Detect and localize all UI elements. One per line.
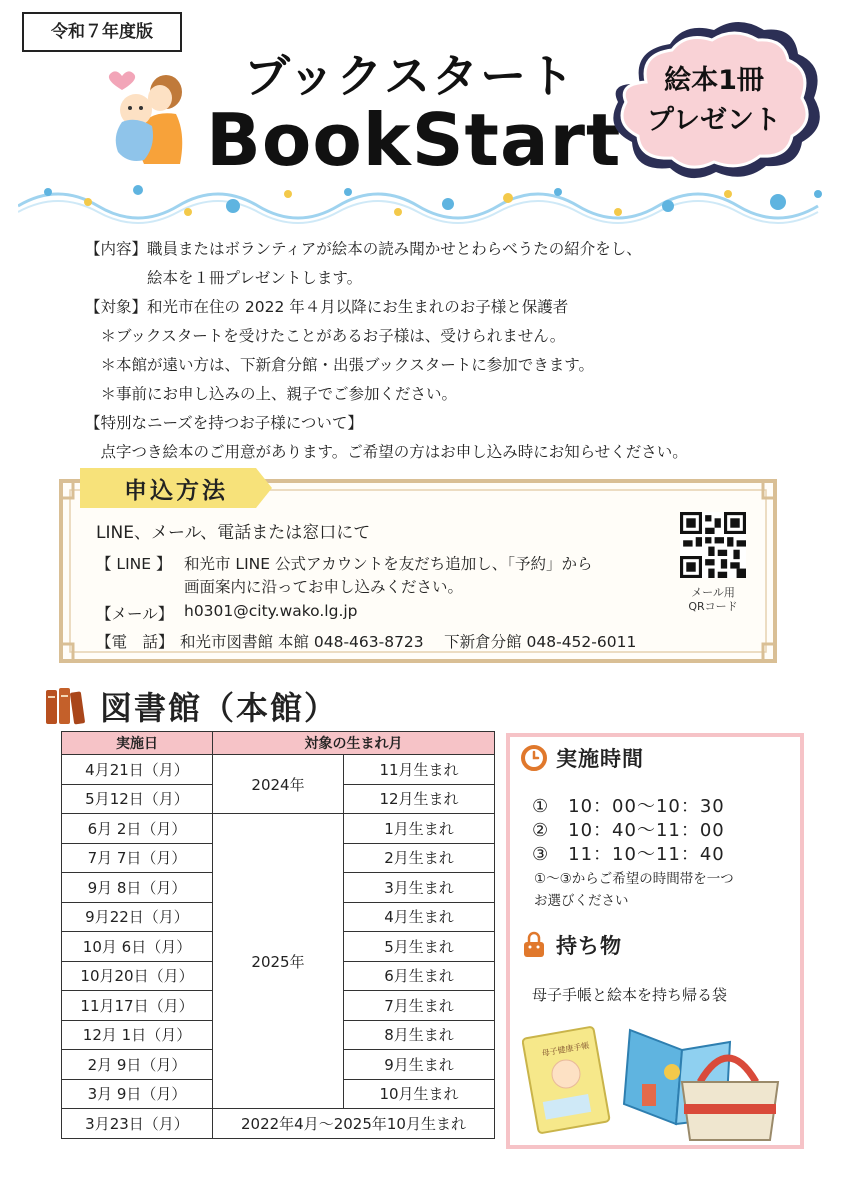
intro-line: ＊本館が遠い方は、下新倉分館・出張ブックスタートに参加できます。	[85, 356, 595, 374]
items-heading-text: 持ち物	[556, 934, 622, 958]
table-row	[62, 755, 495, 785]
apply-methods: LINE、メール、電話または窓口にて	[96, 523, 371, 543]
month-cell: 3月生まれ	[344, 873, 495, 903]
mother-baby-illustration	[100, 58, 192, 170]
target-all-cell: 2022年4月～2025年10月生まれ	[213, 1109, 495, 1139]
intro-line: 点字つき絵本のご用意があります。ご希望の方はお申し込み時にお知らせください。	[85, 443, 688, 461]
month-cell: 12月生まれ	[344, 784, 495, 814]
qr-caption-line2: QRコード	[688, 600, 738, 613]
intro-line: ＊ブックスタートを受けたことがあるお子様は、受けられません。	[85, 327, 566, 345]
title-english: BookStart	[206, 98, 622, 182]
time-note-line2: お選びください	[534, 893, 629, 909]
date-cell: 10月 6日（月）	[62, 932, 213, 962]
table-row	[62, 814, 495, 844]
date-cell: 4月21日（月）	[62, 755, 213, 785]
line-text-1: 和光市 LINE 公式アカウントを友だち追加し、「予約」から	[184, 555, 593, 573]
month-cell: 4月生まれ	[344, 902, 495, 932]
time-note-line1: ①～③からご希望の時間帯を一つ	[534, 871, 734, 887]
date-cell: 9月 8日（月）	[62, 873, 213, 903]
qr-caption-line1: メール用	[691, 586, 735, 599]
time-list	[532, 795, 792, 867]
intro-line: ＊事前にお申し込みの上、親子でご参加ください。	[85, 385, 458, 403]
table-row	[62, 1109, 495, 1139]
time-heading	[520, 743, 644, 773]
apply-heading: 申込方法	[124, 477, 228, 504]
date-cell: 3月23日（月）	[62, 1109, 213, 1139]
line-text-2: 画面案内に沿ってお申し込みください。	[184, 578, 464, 596]
month-cell: 11月生まれ	[344, 755, 495, 785]
bag-icon	[520, 931, 548, 959]
year-cell: 2024年	[213, 755, 344, 814]
books-icon	[44, 686, 90, 726]
heart-icon	[109, 71, 135, 90]
snowflake-wave-decoration	[18, 182, 830, 226]
library-title: 図書館（本館）	[100, 689, 339, 727]
badge-line1: 絵本1冊	[664, 65, 764, 96]
date-cell: 2月 9日（月）	[62, 1050, 213, 1080]
month-cell: 6月生まれ	[344, 961, 495, 991]
intro-line: 【対象】和光市在住の 2022 年４月以降にお生まれのお子様と保護者	[85, 298, 569, 316]
month-cell: 10月生まれ	[344, 1079, 495, 1109]
date-cell: 9月22日（月）	[62, 902, 213, 932]
table-header-row	[62, 732, 495, 755]
qr-caption	[668, 586, 758, 614]
tel-label: 【電 話】	[96, 633, 174, 651]
mail-label: 【メール】	[96, 605, 174, 623]
belongings-illustration	[522, 1012, 794, 1144]
date-cell: 11月17日（月）	[62, 991, 213, 1021]
intro-section	[85, 235, 805, 467]
items-text: 母子手帳と絵本を持ち帰る袋	[532, 986, 728, 1004]
clock-icon	[520, 744, 548, 772]
time-note	[534, 868, 794, 912]
month-cell: 2月生まれ	[344, 843, 495, 873]
intro-line: 【特別なニーズを持つお子様について】	[85, 414, 363, 432]
date-cell: 5月12日（月）	[62, 784, 213, 814]
intro-line: 絵本を１冊プレゼントします。	[85, 269, 363, 287]
line-label: 【 LINE 】	[96, 555, 172, 573]
time-heading-text: 実施時間	[556, 747, 644, 771]
year-cell: 2025年	[213, 814, 344, 1109]
time-slot: ③ 11：10～11：40	[532, 844, 725, 865]
badge-line2: プレゼント	[647, 105, 781, 136]
mail-address: h0301@city.wako.lg.jp	[184, 602, 358, 620]
date-cell: 3月 9日（月）	[62, 1079, 213, 1109]
month-cell: 5月生まれ	[344, 932, 495, 962]
column-header-date: 実施日	[62, 732, 213, 755]
handbook-icon	[522, 1026, 610, 1133]
date-cell: 6月 2日（月）	[62, 814, 213, 844]
title-japanese: ブックスタート	[243, 49, 577, 103]
tel-text: 和光市図書館 本館 048-463-8723 下新倉分館 048-452-6011	[180, 633, 637, 651]
items-heading	[520, 930, 622, 960]
edition-label: 令和７年度版	[22, 12, 182, 52]
month-cell: 7月生まれ	[344, 991, 495, 1021]
column-header-target: 対象の生まれ月	[213, 732, 495, 755]
date-cell: 12月 1日（月）	[62, 1020, 213, 1050]
month-cell: 8月生まれ	[344, 1020, 495, 1050]
handbook-label: 母子健康手帳	[541, 1040, 590, 1059]
month-cell: 1月生まれ	[344, 814, 495, 844]
qr-code-icon[interactable]	[680, 512, 746, 578]
date-cell: 10月20日（月）	[62, 961, 213, 991]
intro-line: 【内容】職員またはボランティアが絵本の読み聞かせとわらべうたの紹介をし、	[85, 240, 642, 258]
schedule-table	[61, 731, 495, 1139]
time-slot: ② 10：40～11：00	[532, 820, 725, 841]
month-cell: 9月生まれ	[344, 1050, 495, 1080]
present-badge	[600, 22, 828, 180]
date-cell: 7月 7日（月）	[62, 843, 213, 873]
time-slot: ① 10：00～10：30	[532, 796, 725, 817]
library-heading	[44, 684, 338, 728]
